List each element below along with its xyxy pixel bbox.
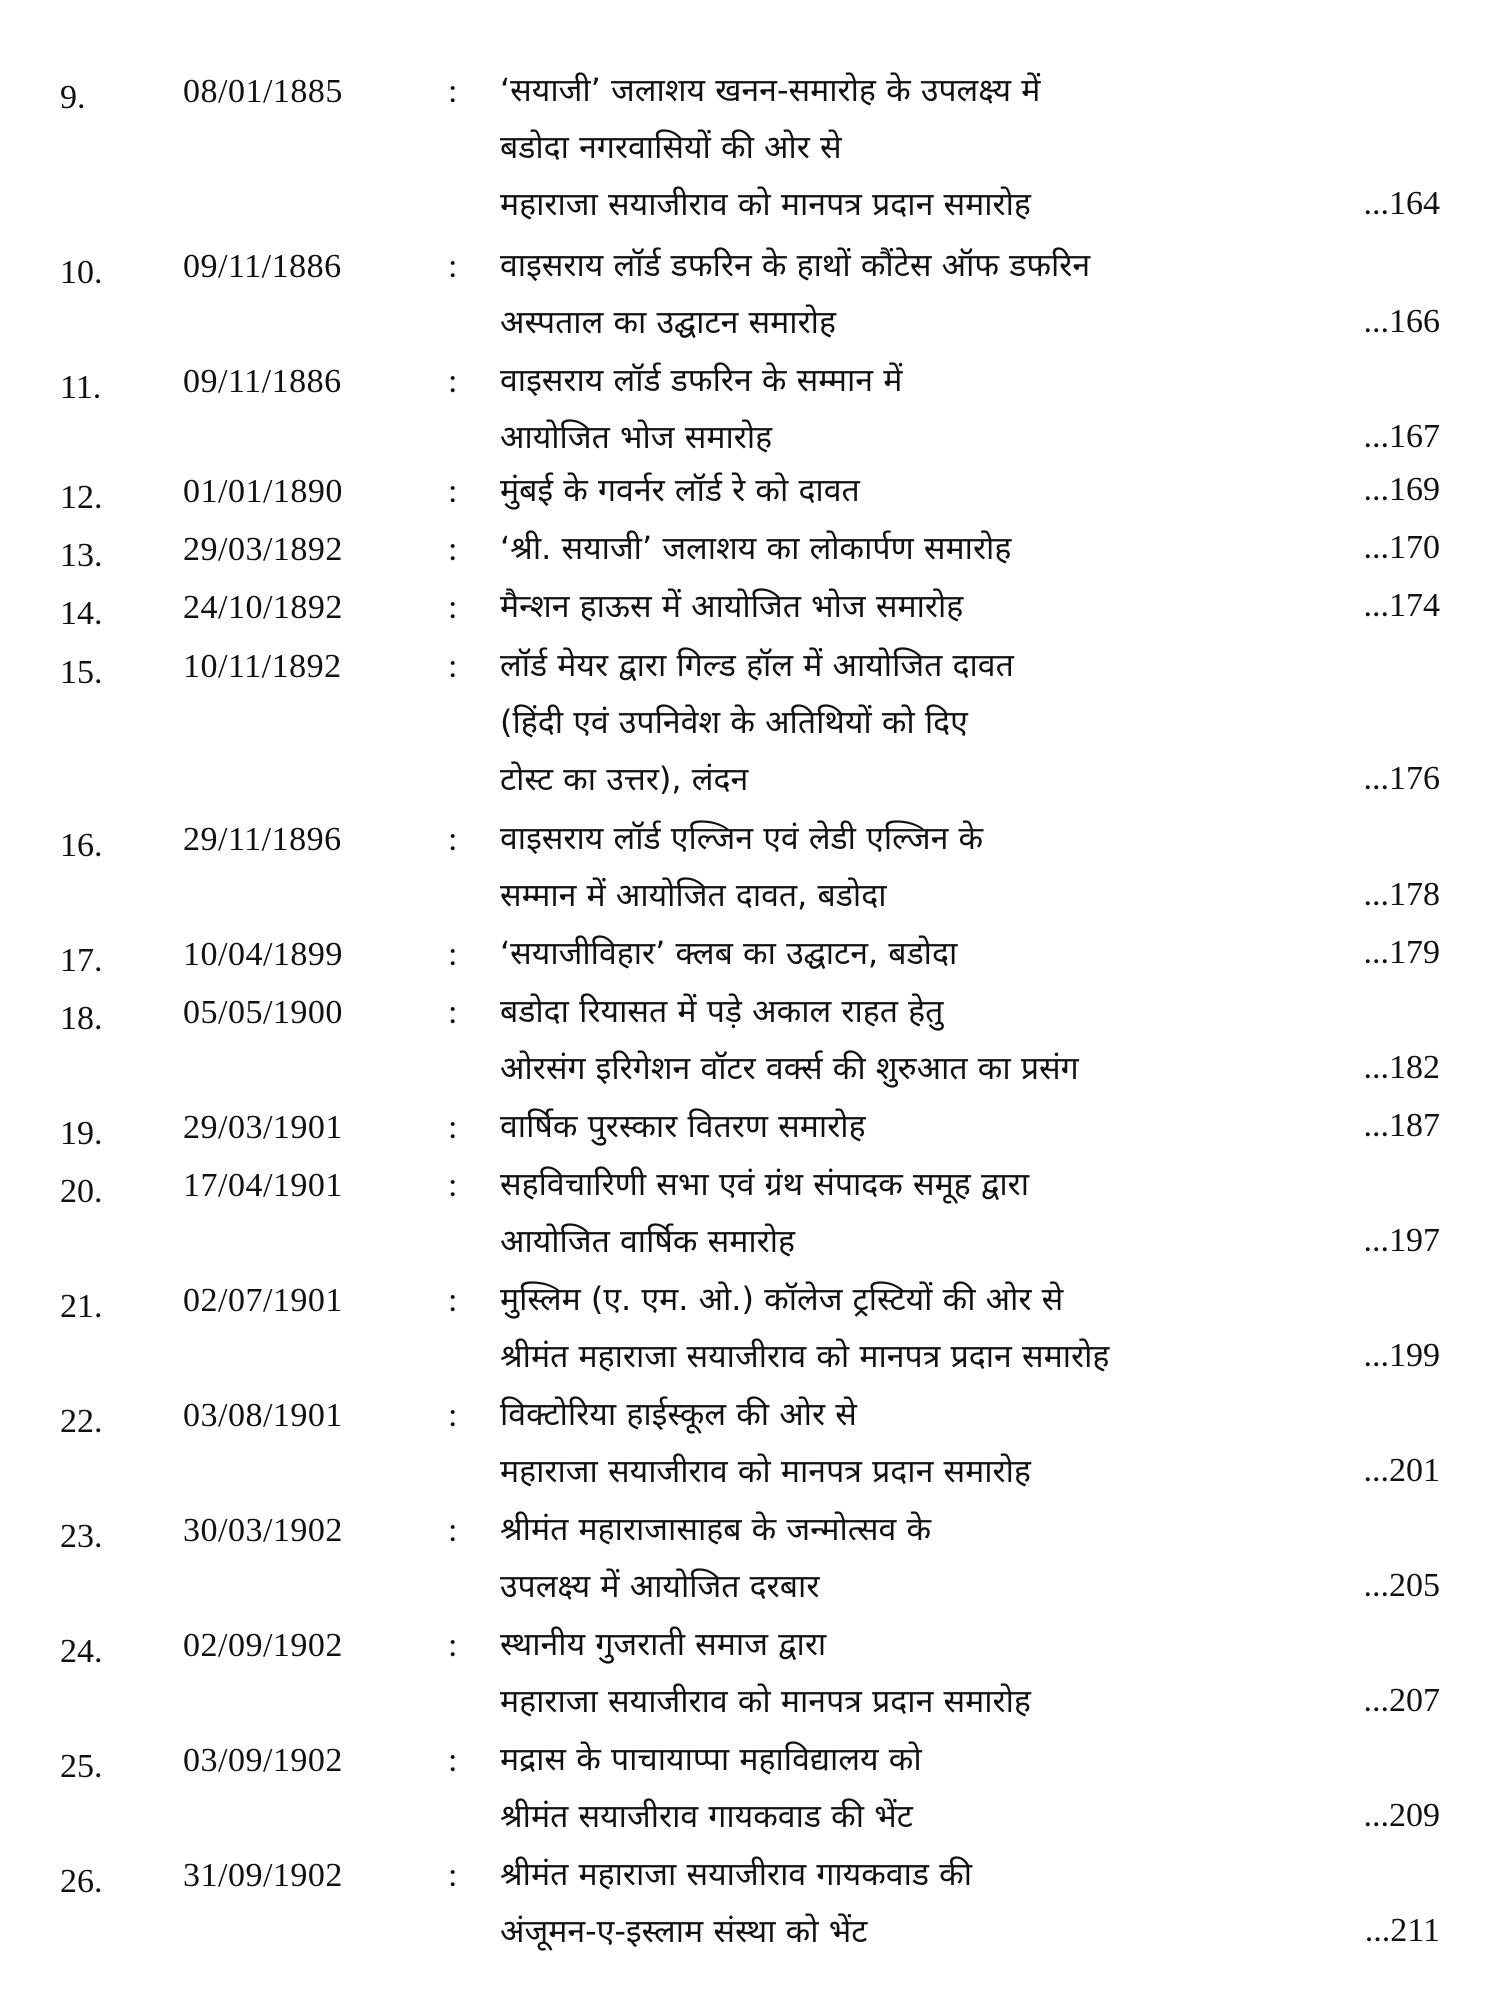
entry-number: 16.: [60, 827, 103, 864]
entry-date: 03/08/1901: [183, 1397, 343, 1434]
entry-page-number: ...207: [1363, 1682, 1440, 1719]
entry-title-line: मद्रास के पाचायाप्पा महाविद्यालय को: [500, 1740, 922, 1778]
entry-title-line: ‘सयाजी’ जलाशय खनन-समारोह के उपलक्ष्य में: [500, 71, 1041, 109]
entry-number: 10.: [60, 254, 103, 291]
entry-title-line: बडोदा रियासत में पड़े अकाल राहत हेतु: [500, 992, 944, 1030]
entry-separator: :: [448, 936, 458, 973]
entry-date: 29/11/1896: [183, 821, 342, 858]
entry-separator: :: [448, 648, 458, 685]
entry-date: 05/05/1900: [183, 994, 343, 1031]
entry-separator: :: [448, 1109, 458, 1146]
entry-date: 08/01/1885: [183, 73, 343, 110]
entry-page-number: ...178: [1363, 876, 1440, 913]
entry-date: 29/03/1892: [183, 531, 343, 568]
entry-page-number: ...201: [1363, 1452, 1440, 1489]
entry-separator: :: [448, 363, 458, 400]
entry-title-line: मुस्लिम (ए. एम. ओ.) कॉलेज ट्रस्टियों की ओर से: [500, 1280, 1064, 1318]
entry-date: 09/11/1886: [183, 363, 342, 400]
entry-title-line: सम्मान में आयोजित दावत, बडोदा: [500, 876, 887, 914]
entry-number: 23.: [60, 1518, 103, 1555]
entry-title-line: ‘श्री. सयाजी’ जलाशय का लोकार्पण समारोह: [500, 529, 1012, 567]
entry-date: 29/03/1901: [183, 1109, 343, 1146]
entry-date: 30/03/1902: [183, 1512, 343, 1549]
entry-number: 14.: [60, 595, 103, 632]
entry-title-line: लॉर्ड मेयर द्वारा गिल्ड हॉल में आयोजित दावत: [500, 646, 1014, 684]
entry-title-line: वाइसराय लॉर्ड एल्जिन एवं लेडी एल्जिन के: [500, 819, 984, 857]
entry-page-number: ...209: [1363, 1797, 1440, 1834]
entry-number: 19.: [60, 1115, 103, 1152]
entry-number: 12.: [60, 479, 103, 516]
entry-number: 24.: [60, 1633, 103, 1670]
entry-number: 22.: [60, 1403, 103, 1440]
entry-number: 15.: [60, 654, 103, 691]
entry-date: 10/11/1892: [183, 648, 342, 685]
entry-title-line: महाराजा सयाजीराव को मानपत्र प्रदान समारोह: [500, 1682, 1031, 1720]
entry-title-line: मैन्शन हाऊस में आयोजित भोज समारोह: [500, 587, 964, 625]
entry-title-line: स्थानीय गुजराती समाज द्वारा: [500, 1625, 827, 1663]
entry-title-line: उपलक्ष्य में आयोजित दरबार: [500, 1567, 820, 1605]
entry-separator: :: [448, 473, 458, 510]
entry-title-line: महाराजा सयाजीराव को मानपत्र प्रदान समारोह: [500, 185, 1031, 223]
entry-page-number: ...205: [1363, 1567, 1440, 1604]
entry-date: 09/11/1886: [183, 248, 342, 285]
entry-separator: :: [448, 1282, 458, 1319]
entry-number: 21.: [60, 1288, 103, 1325]
entry-date: 03/09/1902: [183, 1742, 343, 1779]
entry-date: 10/04/1899: [183, 936, 343, 973]
entry-date: 02/07/1901: [183, 1282, 343, 1319]
entry-page-number: ...166: [1363, 303, 1440, 340]
entry-separator: :: [448, 994, 458, 1031]
entry-separator: :: [448, 73, 458, 110]
entry-title-line: आयोजित भोज समारोह: [500, 418, 773, 456]
entry-title-line: ‘सयाजीविहार’ क्लब का उद्घाटन, बडोदा: [500, 934, 958, 972]
entry-page-number: ...197: [1363, 1222, 1440, 1259]
entry-page-number: ...174: [1363, 587, 1440, 624]
entry-separator: :: [448, 1627, 458, 1664]
entry-page-number: ...187: [1363, 1107, 1440, 1144]
entry-date: 02/09/1902: [183, 1627, 343, 1664]
entry-separator: :: [448, 821, 458, 858]
entry-separator: :: [448, 1742, 458, 1779]
entry-page-number: ...169: [1363, 471, 1440, 508]
entry-number: 20.: [60, 1173, 103, 1210]
entry-separator: :: [448, 1397, 458, 1434]
entry-title-line: वाइसराय लॉर्ड डफरिन के सम्मान में: [500, 361, 903, 399]
entry-title-line: बडोदा नगरवासियों की ओर से: [500, 128, 842, 166]
entry-page-number: ...164: [1363, 185, 1440, 222]
entry-number: 26.: [60, 1863, 103, 1900]
entry-title-line: टोस्ट का उत्तर), लंदन: [500, 760, 749, 798]
entry-page-number: ...176: [1363, 760, 1440, 797]
entry-title-line: (हिंदी एवं उपनिवेश के अतिथियों को दिए: [500, 703, 968, 741]
entry-date: 24/10/1892: [183, 589, 343, 626]
entry-title-line: वार्षिक पुरस्कार वितरण समारोह: [500, 1107, 866, 1145]
entry-title-line: श्रीमंत महाराजा सयाजीराव गायकवाड की: [500, 1855, 973, 1893]
entry-title-line: विक्टोरिया हाईस्कूल की ओर से: [500, 1395, 857, 1433]
entry-title-line: ओरसंग इरिगेशन वॉटर वर्क्स की शुरुआत का प्रसंग: [500, 1049, 1079, 1087]
entry-number: 13.: [60, 537, 103, 574]
entry-page-number: ...182: [1363, 1049, 1440, 1086]
entry-number: 18.: [60, 1000, 103, 1037]
entry-number: 25.: [60, 1748, 103, 1785]
entry-number: 9.: [60, 79, 86, 116]
entry-separator: :: [448, 1857, 458, 1894]
entry-page-number: ...211: [1364, 1912, 1440, 1949]
entry-separator: :: [448, 531, 458, 568]
entry-page-number: ...179: [1363, 934, 1440, 971]
entry-separator: :: [448, 589, 458, 626]
entry-title-line: आयोजित वार्षिक समारोह: [500, 1222, 796, 1260]
entry-date: 31/09/1902: [183, 1857, 343, 1894]
entry-title-line: श्रीमंत महाराजासाहब के जन्मोत्सव के: [500, 1510, 932, 1548]
entry-number: 11.: [60, 369, 102, 406]
entry-page-number: ...170: [1363, 529, 1440, 566]
entry-date: 01/01/1890: [183, 473, 343, 510]
entry-title-line: वाइसराय लॉर्ड डफरिन के हाथों कौंटेस ऑफ डफरिन: [500, 246, 1091, 284]
entry-title-line: श्रीमंत सयाजीराव गायकवाड की भेंट: [500, 1797, 913, 1835]
entry-title-line: अस्पताल का उद्घाटन समारोह: [500, 303, 836, 341]
entry-separator: :: [448, 248, 458, 285]
entry-title-line: श्रीमंत महाराजा सयाजीराव को मानपत्र प्रदान समारोह: [500, 1337, 1110, 1375]
entry-page-number: ...199: [1363, 1337, 1440, 1374]
entry-title-line: मुंबई के गवर्नर लॉर्ड रे को दावत: [500, 471, 860, 509]
entry-number: 17.: [60, 942, 103, 979]
entry-separator: :: [448, 1167, 458, 1204]
entry-page-number: ...167: [1363, 418, 1440, 455]
entry-title-line: महाराजा सयाजीराव को मानपत्र प्रदान समारोह: [500, 1452, 1031, 1490]
entry-title-line: अंजूमन-ए-इस्लाम संस्था को भेंट: [500, 1912, 868, 1950]
entry-date: 17/04/1901: [183, 1167, 343, 1204]
entry-separator: :: [448, 1512, 458, 1549]
entry-title-line: सहविचारिणी सभा एवं ग्रंथ संपादक समूह द्वारा: [500, 1165, 1030, 1203]
